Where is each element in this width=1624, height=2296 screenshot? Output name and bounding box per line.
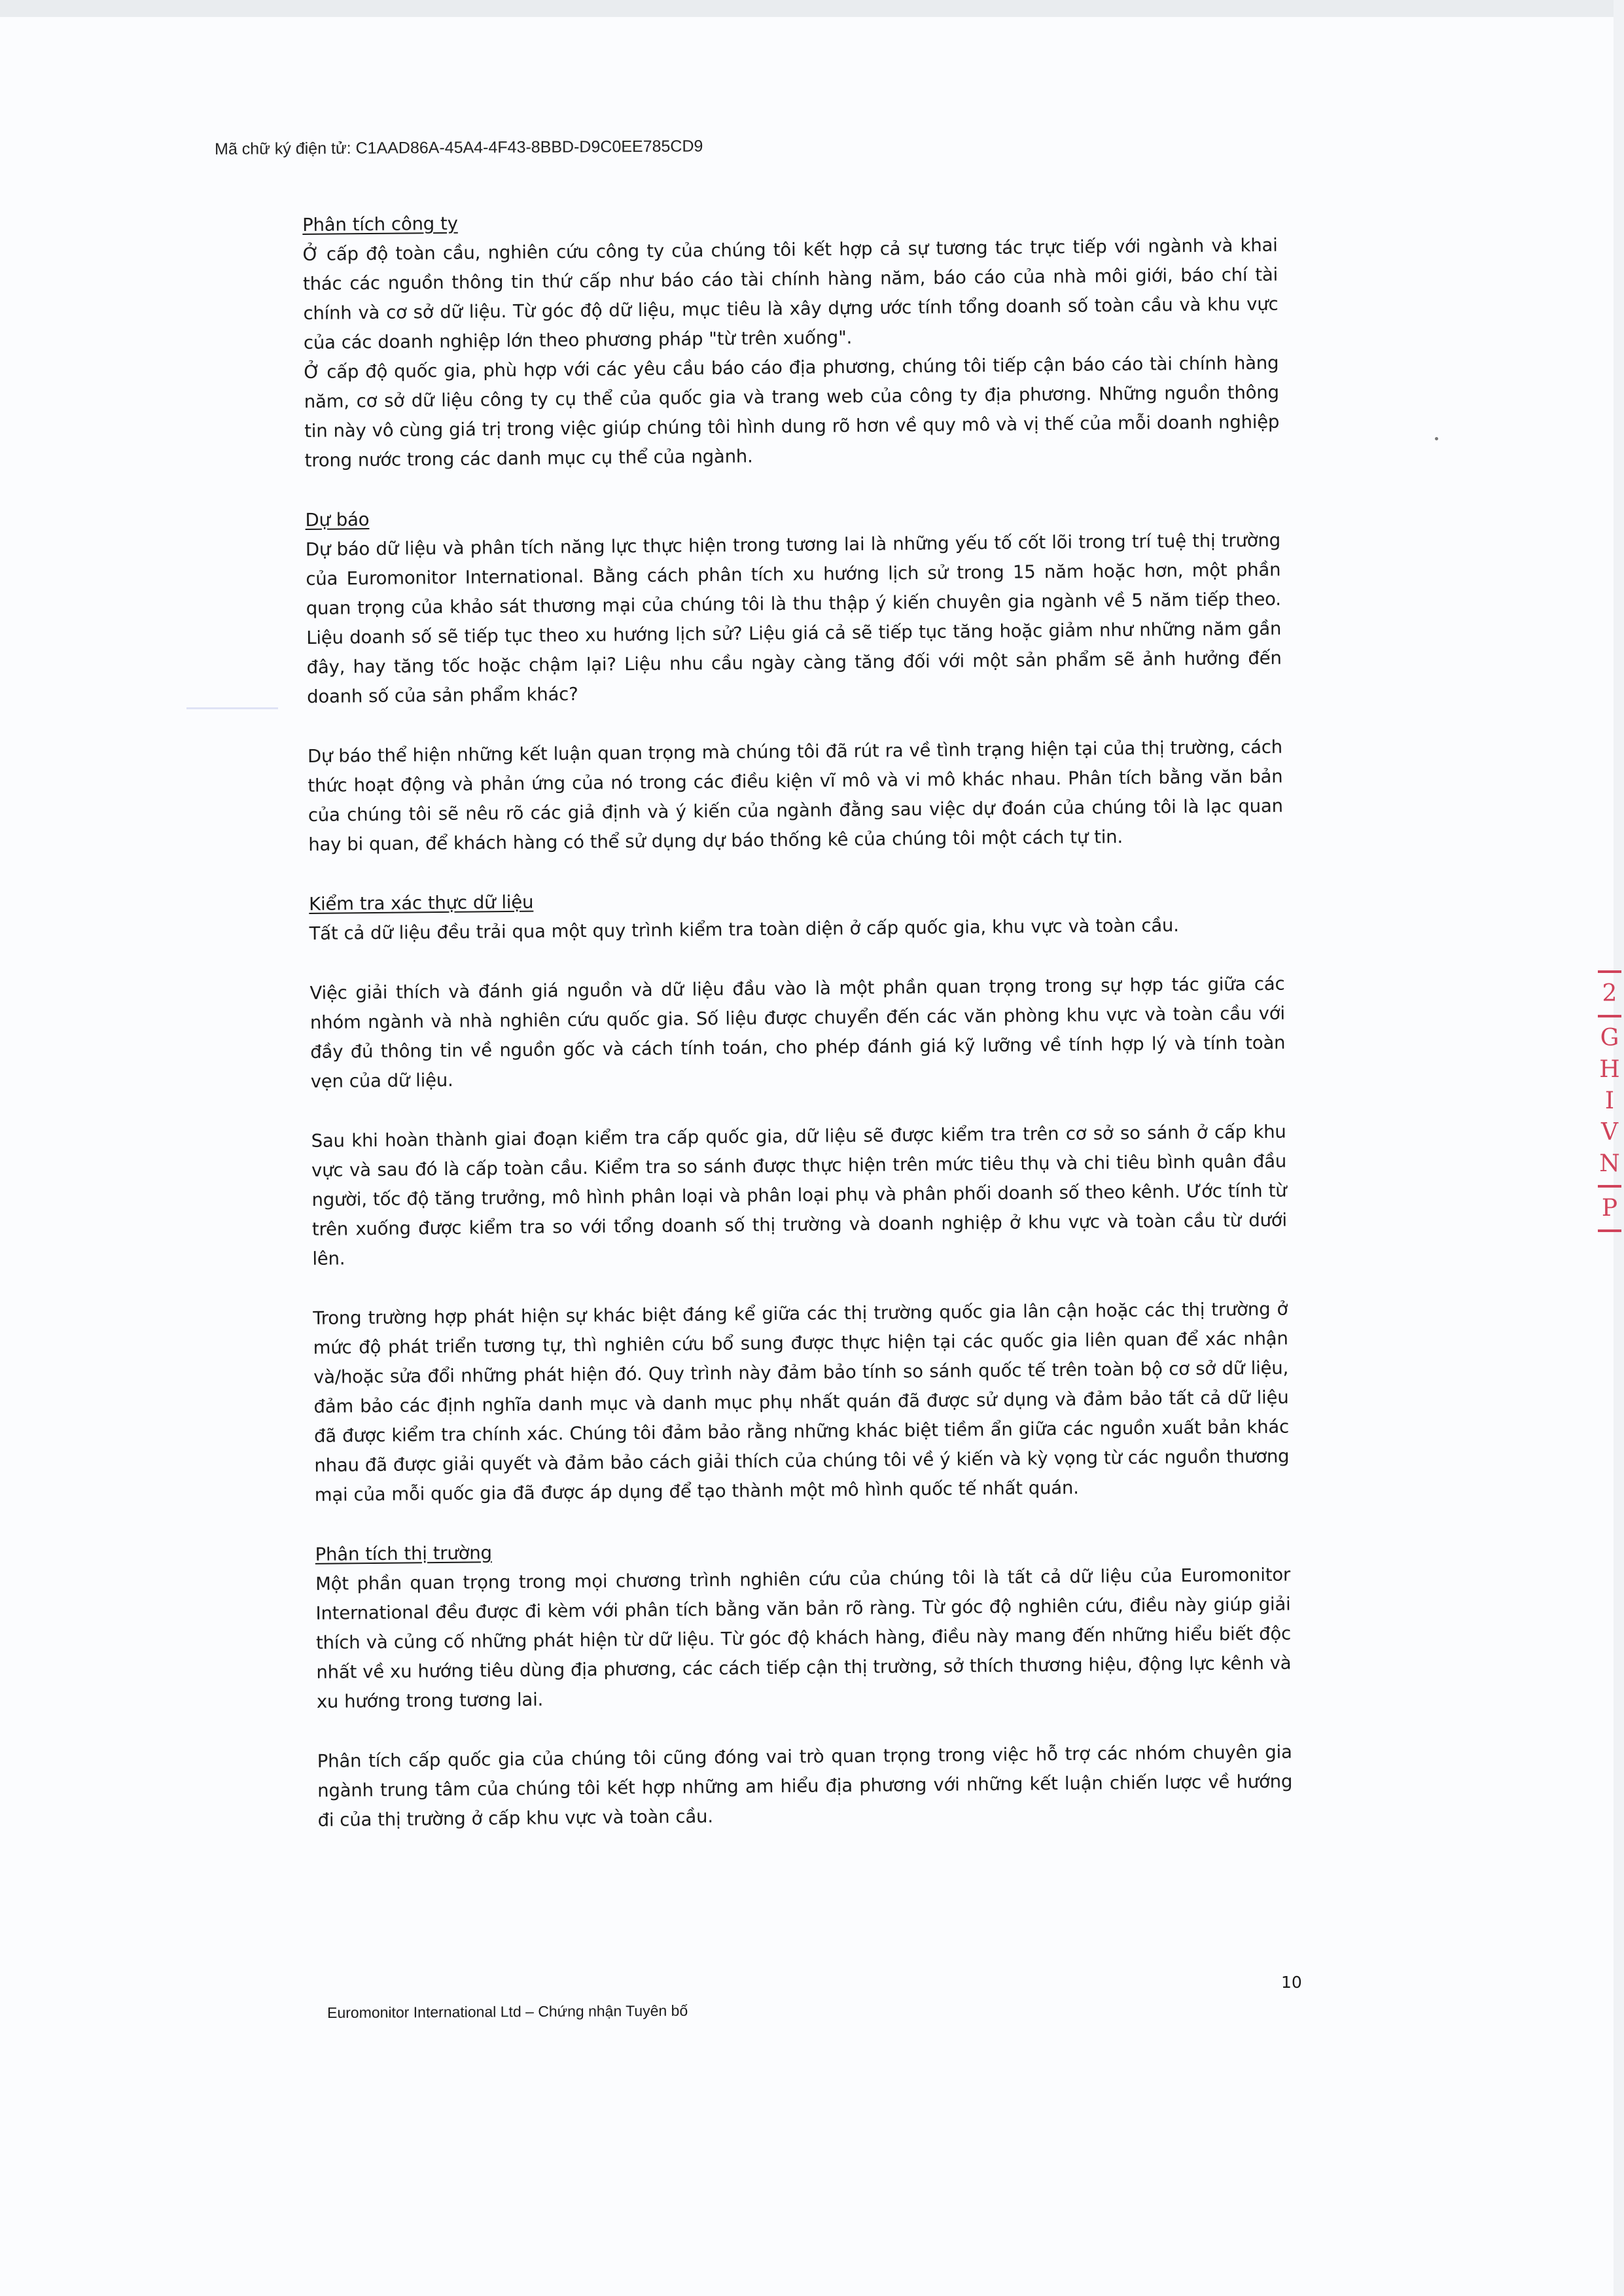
paragraph: Ở cấp độ toàn cầu, nghiên cứu công ty của chúng tôi kết hợp cả sự tương tác trực tiếp với ngành và khai thác các nguồn thông tin thứ cấp như báo cáo tài chính hàng năm, báo cáo của nhà môi giới, báo chí tài chính và cơ sở dữ liệu. Từ góc độ dữ liệu, mục tiêu là xây dựng ước tính tổng doanh số toàn cầu và khu vực của các doanh nghiệp lớn theo phương pháp "từ trên xuống". bbox=[302, 234, 1279, 353]
stamp-char: G bbox=[1600, 1025, 1619, 1051]
stamp-char: V bbox=[1601, 1119, 1618, 1146]
paragraph: Ở cấp độ quốc gia, phù hợp với các yêu cầu báo cáo địa phương, chúng tôi tiếp cận báo cáo tài chính hàng năm, cơ sở dữ liệu công ty cụ thể của quốc gia và trang web của công ty địa phương. Những nguồn thông tin này vô cùng giá trị trong việc giúp chúng tôi hình dung rõ hơn về quy mô và vị thế của mỗi doanh nghiệp trong nước trong các danh mục cụ thể của ngành. bbox=[304, 352, 1280, 471]
signature-code: Mã chữ ký điện tử: C1AAD86A-45A4-4F43-8BBD-D9C0EE785CD9 bbox=[215, 137, 703, 158]
paragraph: Dự báo dữ liệu và phân tích năng lực thực hiện trong tương lai là những yếu tố cốt lõi trong trí tuệ thị trường của Euromonitor International. Bằng cách phân tích xu hướng lịch sử trong 15 năm hoặc hơn, một phần quan trọng của khảo sát thương mại của chúng tôi là thu thập ý kiến chuyên gia ngành về 5 năm tiếp theo. Liệu doanh số sẽ tiếp tục theo xu hướng lịch sử? Liệu giá cả sẽ tiếp tục tăng hoặc giảm như những năm gần đây, hay tăng tốc hoặc chậm lại? Liệu nhu cầu ngày càng tăng đối với một sản phẩm sẽ ảnh hưởng đến doanh số của sản phẩm khác? bbox=[305, 529, 1282, 707]
stamp-char: N bbox=[1599, 1150, 1620, 1177]
section-heading: Kiểm tra xác thực dữ liệu bbox=[309, 891, 534, 915]
scan-dot bbox=[1435, 437, 1438, 440]
stamp-char: H bbox=[1599, 1056, 1620, 1083]
scan-top-edge bbox=[0, 0, 1624, 17]
stamp-char: I bbox=[1604, 1087, 1615, 1114]
paragraph: Phân tích cấp quốc gia của chúng tôi cũng đóng vai trò quan trọng trong việc hỗ trợ các nhóm chuyên gia ngành trung tâm của chúng tôi kết hợp những am hiểu địa phương với những kết luận chiến lược về hướng đi của thị trường ở cấp khu vực và toàn cầu. bbox=[317, 1741, 1293, 1831]
section-data-validation bbox=[309, 881, 1290, 1510]
paragraph: Một phần quan trọng trong mọi chương trình nghiên cứu của chúng tôi là tất cả dữ liệu của Euromonitor International đều được đi kèm với phân tích bằng văn bản rõ ràng. Từ góc độ nghiên cứu, điều này giúp giải thích và củng cố những phát hiện từ dữ liệu. Từ góc độ khách hàng, điều này mang đến những hiểu biết độc nhất về xu hướng tiêu dùng địa phương, các cách tiếp cận thị trường, sở thích thương hiệu, động lực kênh và xu hướng trong tương lai. bbox=[315, 1564, 1292, 1712]
document-body bbox=[302, 202, 1293, 1835]
scan-mark bbox=[186, 707, 278, 709]
footer-text: Euromonitor International Ltd – Chứng nhận Tuyên bố bbox=[327, 2002, 688, 2021]
paragraph: Tất cả dữ liệu đều trải qua một quy trình kiểm tra toàn diện ở cấp quốc gia, khu vực và toàn cầu. bbox=[309, 915, 1179, 944]
section-heading: Phân tích thị trường bbox=[315, 1542, 492, 1565]
paragraph: Trong trường hợp phát hiện sự khác biệt đáng kể giữa các thị trường quốc gia lân cận hoặc các thị trường ở mức độ phát triển tương tự, thì nghiên cứu bổ sung được thực hiện tại các quốc gia liên quan để xác nhận và/hoặc sửa đổi những phát hiện đó. Quy trình này đảm bảo tính so sánh quốc tế trên toàn bộ cơ sở dữ liệu, đảm bảo các định nghĩa danh mục và danh mục phụ nhất quán đã được sử dụng và đảm bảo tất cả dữ liệu đã được kiểm tra chính xác. Chúng tôi đảm bảo rằng những khác biệt tiềm ẩn giữa các nguồn xuất bản khác nhau đã được giải quyết và đảm bảo cách giải thích của chúng tôi về ý kiến và kỳ vọng từ các nguồn thương mại của mỗi quốc gia đã được áp dụng để tạo thành một mô hình quốc tế nhất quán. bbox=[313, 1298, 1290, 1506]
section-market-analysis bbox=[315, 1531, 1293, 1835]
paragraph: Việc giải thích và đánh giá nguồn và dữ liệu đầu vào là một phần quan trọng trong sự hợp tác giữa các nhóm ngành và nhà nghiên cứu quốc gia. Số liệu được chuyển đến các văn phòng khu vực và toàn cầu với đầy đủ thông tin về nguồn gốc và cách tính toán, cho phép đánh giá kỹ lưỡng về tính hợp lý và tính toàn vẹn của dữ liệu. bbox=[309, 973, 1286, 1092]
stamp-char: 2 bbox=[1602, 980, 1617, 1007]
section-heading: Dự báo bbox=[305, 509, 370, 531]
section-forecast bbox=[305, 497, 1283, 860]
red-stamp-fragment bbox=[1595, 965, 1624, 1266]
paragraph: Dự báo thể hiện những kết luận quan trọng mà chúng tôi đã rút ra về tình trạng hiện tại của thị trường, cách thức hoạt động và phản ứng của nó trong các điều kiện vĩ mô và vi mô khác nhau. Phân tích bằng văn bản của chúng tôi sẽ nêu rõ các giả định và ý kiến của ngành đằng sau việc dự đoán của chúng tôi là lạc quan hay bi quan, để khách hàng có thể sử dụng dự báo thống kê của chúng tôi một cách tự tin. bbox=[307, 736, 1283, 855]
section-company-analysis bbox=[302, 202, 1280, 476]
section-heading: Phân tích công ty bbox=[302, 213, 458, 236]
stamp-char: P bbox=[1601, 1195, 1618, 1222]
page-number: 10 bbox=[1281, 1973, 1302, 1992]
paragraph: Sau khi hoàn thành giai đoạn kiểm tra cấp quốc gia, dữ liệu sẽ được kiểm tra trên cơ sở so sánh ở cấp khu vực và sau đó là cấp toàn cầu. Kiểm tra so sánh được thực hiện trên mức tiêu thụ và chi tiêu bình quân đầu người, tốc độ tăng trưởng, mô hình phân loại và phân loại phụ và phân phối doanh số theo kênh. Ước tính từ trên xuống được kiểm tra so với tổng doanh số thị trường và doanh nghiệp ở khu vực và toàn cầu từ dưới lên. bbox=[311, 1121, 1288, 1269]
